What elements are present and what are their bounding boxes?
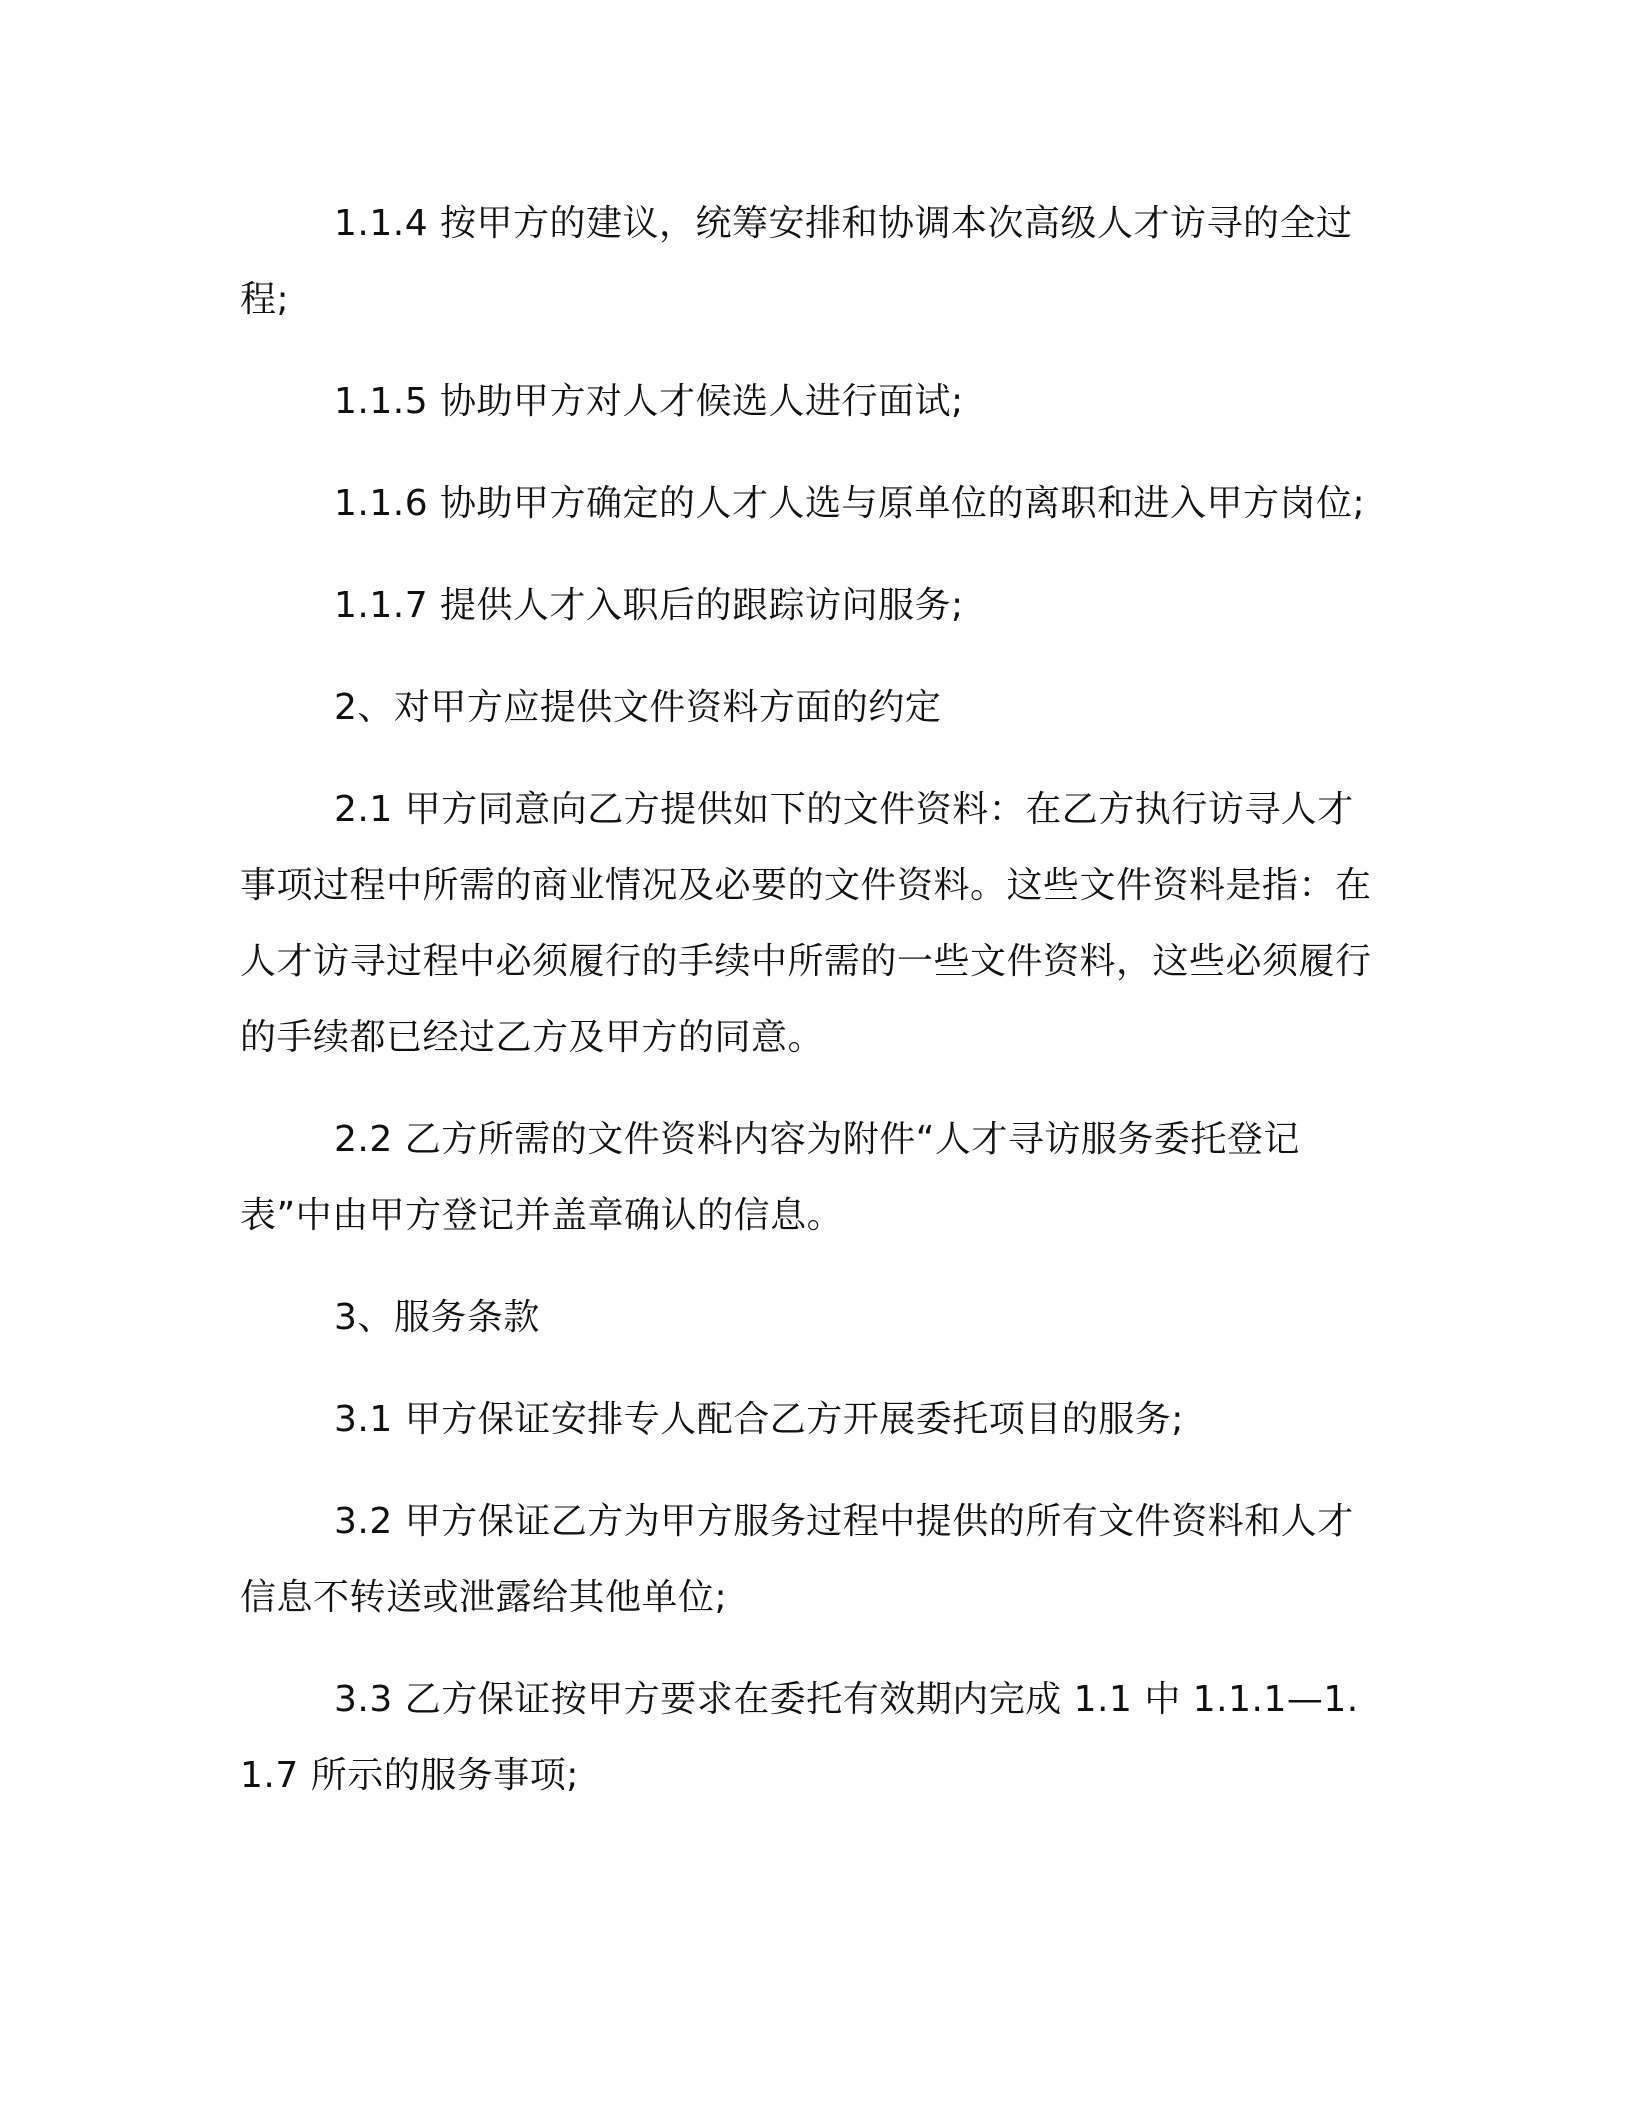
section-3-heading: 3、服务条款 (334, 1297, 540, 1338)
clause-1-1-6: 1.1.6 协助甲方确定的人才人选与原单位的离职和进入甲方岗位; (334, 483, 1366, 524)
clause-3-2: 3.2 甲方保证乙方为甲方服务过程中提供的所有文件资料和人才信息不转送或泄露给其他单位; (240, 1501, 1354, 1618)
clause-1-1-7: 1.1.7 提供人才入职后的跟踪访问服务; (334, 585, 964, 626)
document-body (240, 186, 1390, 1840)
section-2-heading: 2、对甲方应提供文件资料方面的约定 (334, 687, 942, 728)
clause-1-1-4: 1.1.4 按甲方的建议，统筹安排和协调本次高级人才访寻的全过程; (240, 203, 1353, 320)
clause-2-1: 2.1 甲方同意向乙方提供如下的文件资料：在乙方执行访寻人才事项过程中所需的商业情况及必要的文件资料。这些文件资料是指：在人才访寻过程中必须履行的手续中所需的一些文件资料，这些必须履行的手续都已经过乙方及甲方的同意。 (240, 789, 1372, 1058)
clause-1-1-5: 1.1.5 协助甲方对人才候选人进行面试; (334, 381, 964, 422)
clause-3-3: 3.3 乙方保证按甲方要求在委托有效期内完成 1.1 中 1.1.1—1.1.7 所示的服务事项; (240, 1679, 1359, 1796)
clause-2-2: 2.2 乙方所需的文件资料内容为附件“人才寻访服务委托登记表”中由甲方登记并盖章确认的信息。 (240, 1119, 1300, 1236)
clause-3-1: 3.1 甲方保证安排专人配合乙方开展委托项目的服务; (334, 1399, 1184, 1440)
